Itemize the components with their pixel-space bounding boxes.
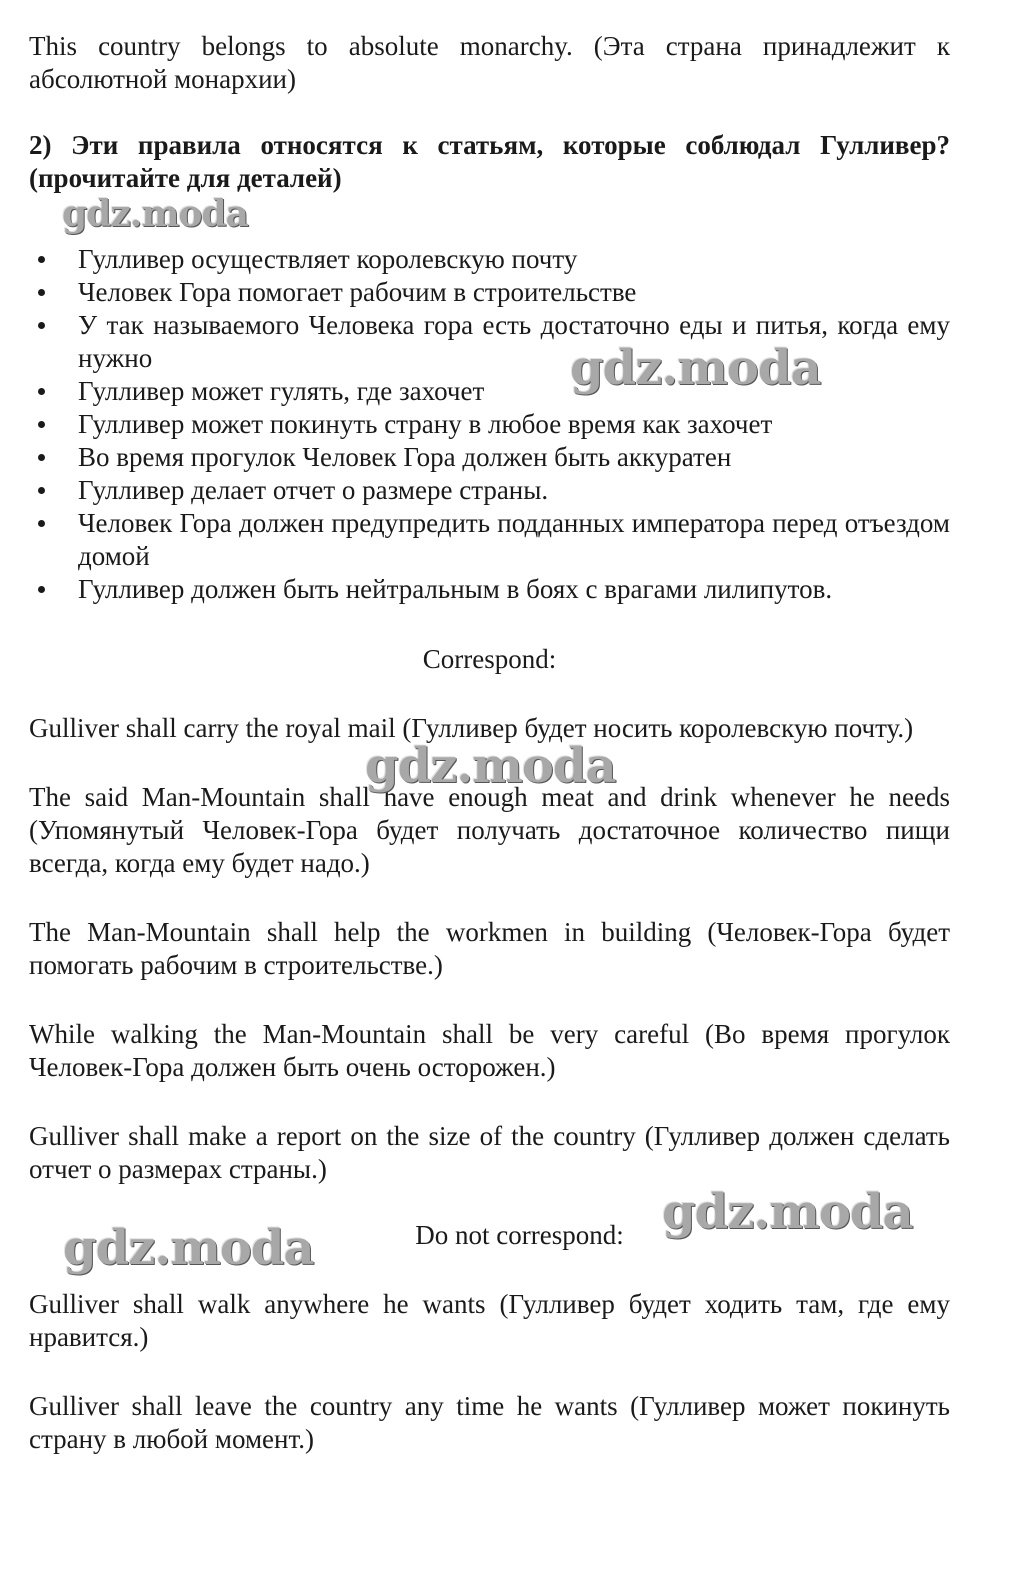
question-heading: 2) Эти правила относятся к статьям, которые соблюдал Гулливер? (прочитайте для деталей) [29, 130, 950, 193]
not-correspond-entry: Gulliver shall walk anywhere he wants (Гулливер будет ходить там, где ему нравится.) [29, 1289, 950, 1352]
watermark-logo: gdz.moda [570, 340, 821, 396]
list-item: Человек Гора должен предупредить подданных императора перед отъездом домой [29, 507, 950, 573]
bullet-icon [38, 487, 45, 494]
correspond-entry: The Man-Mountain shall help the workmen in building (Человек-Гора будет помогать рабочим в строительстве.) [29, 917, 950, 980]
watermark-logo: gdz.moda [662, 1184, 913, 1240]
watermark-logo: gdz.moda [365, 738, 616, 794]
bullet-icon [38, 388, 45, 395]
correspond-entry: The said Man-Mountain shall have enough meat and drink whenever he needs (Упомянутый Человек-Гора будет получать достаточное количество пищи всегда, когда ему будет надо.) [29, 782, 950, 878]
not-correspond-entry: Gulliver shall leave the country any time he wants (Гулливер может покинуть страну в любой момент.) [29, 1391, 950, 1454]
list-item: Гулливер делает отчет о размере страны. [29, 474, 950, 507]
bullet-icon [38, 322, 45, 329]
bullet-icon [38, 586, 45, 593]
list-item: Гулливер может гулять, где захочет [29, 375, 950, 408]
list-item: У так называемого Человека гора есть достаточно еды и питья, когда ему нужно [29, 309, 950, 375]
correspond-entry: While walking the Man-Mountain shall be very careful (Во время прогулок Человек-Гора должен быть очень осторожен.) [29, 1019, 950, 1082]
bullet-icon [38, 421, 45, 428]
list-item: Гулливер должен быть нейтральным в боях с врагами лилипутов. [29, 573, 950, 606]
correspond-entry: Gulliver shall carry the royal mail (Гулливер будет носить королевскую почту.) [29, 713, 914, 743]
bullet-icon [38, 520, 45, 527]
list-item: Гулливер осуществляет королевскую почту [29, 243, 950, 276]
bullet-icon [38, 256, 45, 263]
list-item: Во время прогулок Человек Гора должен быть аккуратен [29, 441, 950, 474]
intro-paragraph: This country belongs to absolute monarchy. (Эта страна принадлежит к абсолютной монархии) [29, 31, 950, 94]
watermark-logo: gdz.moda [63, 1220, 314, 1276]
bullet-icon [38, 454, 45, 461]
list-item: Гулливер может покинуть страну в любое время как захочет [29, 408, 950, 441]
correspond-heading: Correspond: [422, 644, 557, 674]
not-correspond-heading: Do not correspond: [415, 1220, 624, 1250]
rules-list [29, 243, 950, 606]
correspond-entry: Gulliver shall make a report on the size of the country (Гулливер должен сделать отчет о размерах страны.) [29, 1121, 950, 1184]
list-item: Человек Гора помогает рабочим в строительстве [29, 276, 950, 309]
watermark-logo: gdz.moda [62, 193, 248, 235]
bullet-icon [38, 289, 45, 296]
